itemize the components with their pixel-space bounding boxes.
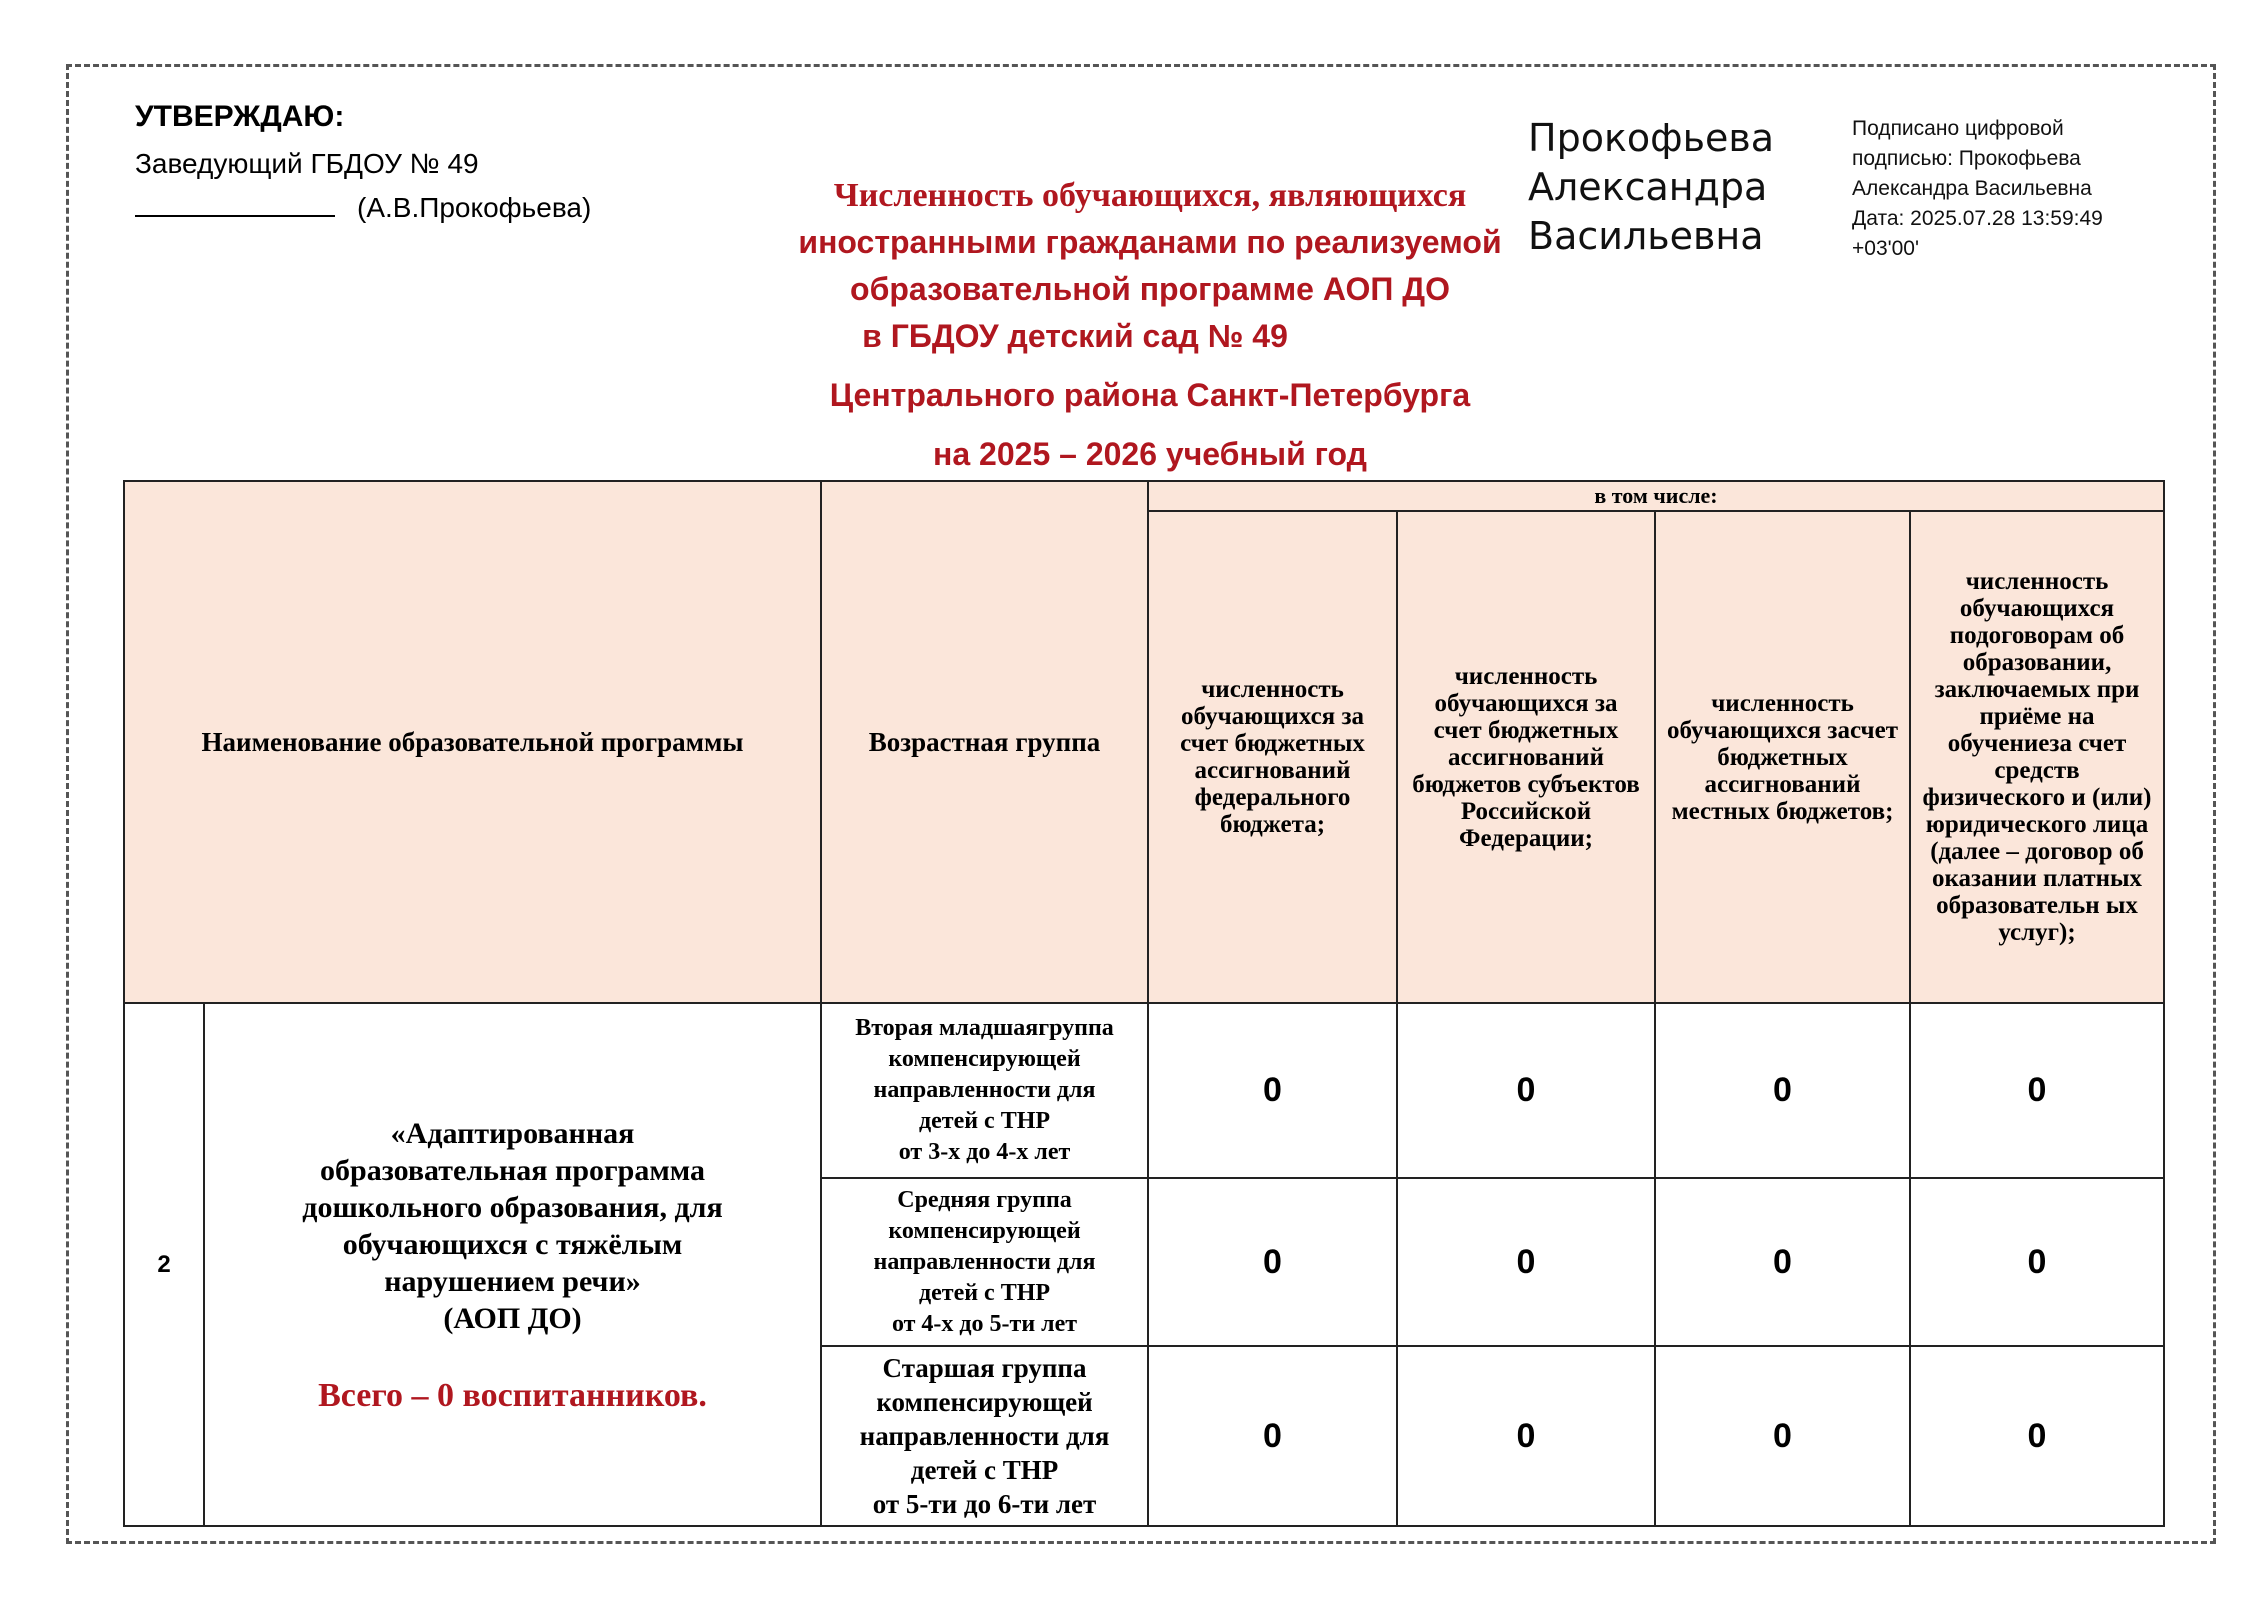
value-federal: 0 <box>1148 1346 1397 1526</box>
title-line-5: Центрального района Санкт-Петербурга <box>829 377 1471 413</box>
signature-note-line-4: Дата: 2025.07.28 13:59:49 <box>1852 207 2103 230</box>
title-line-6: на 2025 – 2026 учебный год <box>933 436 1367 472</box>
age-group-cell <box>821 1346 1148 1526</box>
title-line-4: в ГБДОУ детский сад № 49 <box>862 318 1288 354</box>
header-regional-budget: численность обучающихся за счет бюджетных ассигнований бюджетов субъектов Российской Федерации; <box>1397 511 1655 1003</box>
value-regional: 0 <box>1397 1003 1655 1178</box>
age-line-1: Вторая младшаягруппа <box>855 1015 1114 1041</box>
age-line-2: компенсирующей <box>888 1046 1081 1072</box>
header-local-budget: численность обучающихся засчет бюджетных ассигнований местных бюджетов; <box>1655 511 1910 1003</box>
age-line-2: компенсирующей <box>888 1217 1081 1244</box>
program-line-4: обучающихся с тяжёлым <box>342 1228 683 1261</box>
age-line-3: направленности для <box>859 1421 1110 1451</box>
table-row <box>124 1003 2164 1178</box>
age-line-5: от 4-х до 5-ти лет <box>891 1310 1078 1337</box>
signature-note-line-5: +03'00' <box>1852 237 1919 260</box>
program-description <box>204 1003 821 1526</box>
program-line-3: дошкольного образования, для <box>302 1191 723 1224</box>
program-line-5: нарушением речи» <box>384 1265 641 1298</box>
header-including: в том числе: <box>1148 481 2164 511</box>
title-line-3: образовательной программе АОП ДО <box>850 271 1450 307</box>
age-line-1: Средняя группа <box>897 1186 1072 1213</box>
approval-block <box>135 100 591 236</box>
approval-signature-line <box>135 192 591 224</box>
row-number: 2 <box>124 1003 204 1526</box>
document-title <box>770 172 1530 478</box>
program-total: Всего – 0 воспитанников. <box>318 1377 707 1414</box>
header-paid-contracts: численность обучающихся подоговорам об образовании, заключаемых при приёме на обучениеза счет средств физического и (или) юридического лица (далее – договор об оказании платных образовательн ых услуг); <box>1910 511 2164 1003</box>
age-group-cell <box>821 1178 1148 1346</box>
header-age-group: Возрастная группа <box>821 481 1148 1003</box>
signature-note-line-2: подписью: Прокофьева <box>1852 147 2081 170</box>
signature-blank <box>135 193 335 217</box>
age-line-5: от 3-х до 4-х лет <box>898 1139 1071 1165</box>
value-local: 0 <box>1655 1346 1910 1526</box>
program-line-6: (АОП ДО) <box>443 1302 582 1335</box>
title-line-1: Численность обучающихся, являющихся <box>833 177 1467 214</box>
age-line-4: детей с ТНР <box>918 1279 1051 1306</box>
signature-note-line-1: Подписано цифровой <box>1852 117 2064 140</box>
approval-title: УТВЕРЖДАЮ: <box>135 100 345 133</box>
age-line-3: направленности для <box>873 1248 1096 1275</box>
age-line-2: компенсирующей <box>876 1387 1093 1417</box>
value-federal: 0 <box>1148 1003 1397 1178</box>
title-line-2: иностранными гражданами по реализуемой <box>798 224 1502 260</box>
value-federal: 0 <box>1148 1178 1397 1346</box>
value-local: 0 <box>1655 1003 1910 1178</box>
age-line-5: от 5-ти до 6-ти лет <box>872 1489 1097 1519</box>
value-regional: 0 <box>1397 1346 1655 1526</box>
header-program-name: Наименование образовательной программы <box>124 481 821 1003</box>
header-federal-budget: численность обучающихся за счет бюджетных ассигнований федерального бюджета; <box>1148 511 1397 1003</box>
approval-position: Заведующий ГБДОУ № 49 <box>135 148 479 179</box>
program-line-1: «Адаптированная <box>390 1117 635 1150</box>
value-regional: 0 <box>1397 1178 1655 1346</box>
students-table <box>123 480 2165 1527</box>
value-paid: 0 <box>1910 1346 2164 1526</box>
age-line-3: направленности для <box>873 1077 1096 1103</box>
age-line-1: Старшая группа <box>882 1353 1087 1383</box>
digital-signer-name: Прокофьева Александра Васильевна <box>1528 116 1775 258</box>
value-paid: 0 <box>1910 1003 2164 1178</box>
value-local: 0 <box>1655 1178 1910 1346</box>
value-paid: 0 <box>1910 1178 2164 1346</box>
program-line-2: образовательная программа <box>320 1154 705 1187</box>
signature-note-line-3: Александра Васильевна <box>1852 177 2092 200</box>
digital-signature-note <box>1852 114 2103 264</box>
age-line-4: детей с ТНР <box>918 1108 1051 1134</box>
approval-name: (А.В.Прокофьева) <box>357 192 592 223</box>
age-group-cell <box>821 1003 1148 1178</box>
age-line-4: детей с ТНР <box>910 1455 1059 1485</box>
